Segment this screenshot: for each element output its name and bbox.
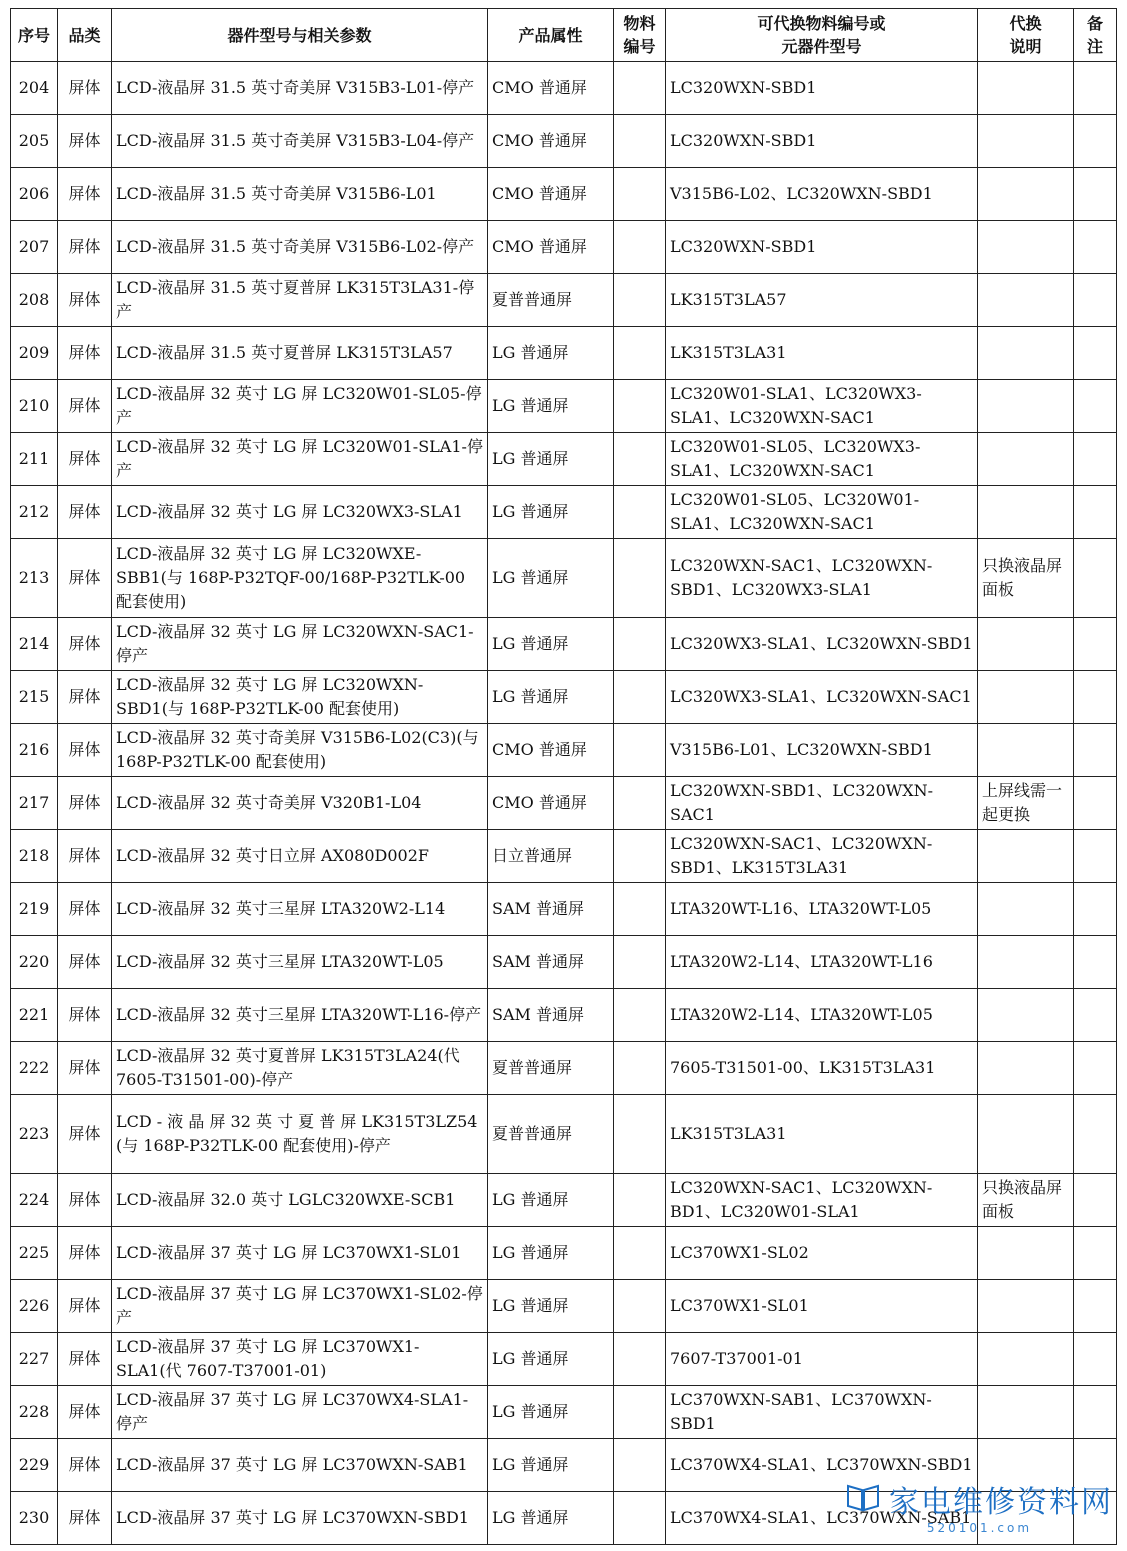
book-icon: [846, 1482, 880, 1516]
cell-replacement: LC320WXN-SAC1、LC320WXN-SBD1、LK315T3LA31: [666, 830, 978, 883]
cell-model: LCD-液晶屏 32 英寸奇美屏 V320B1-L04: [112, 777, 488, 830]
cell-material-no: [614, 1042, 666, 1095]
cell-replacement: LC370WX1-SL02: [666, 1227, 978, 1280]
table-row: [11, 1095, 1117, 1174]
cell-model: LCD-液晶屏 37 英寸 LG 屏 LC370WX1-SL01: [112, 1227, 488, 1280]
cell-category: 屏体: [58, 221, 112, 274]
cell-index: 219: [11, 883, 58, 936]
table-row: [11, 883, 1117, 936]
cell-model: LCD-液晶屏 32 英寸三星屏 LTA320W2-L14: [112, 883, 488, 936]
cell-category: 屏体: [58, 1280, 112, 1333]
table-body: [11, 62, 1117, 1545]
cell-remark: [1074, 830, 1117, 883]
cell-category: 屏体: [58, 1042, 112, 1095]
cell-index: 214: [11, 618, 58, 671]
cell-replace-note: [978, 62, 1074, 115]
cell-remark: [1074, 724, 1117, 777]
header-material-no: [614, 9, 666, 62]
cell-category: 屏体: [58, 777, 112, 830]
cell-category: 屏体: [58, 486, 112, 539]
header-remark-line2: 注: [1086, 37, 1103, 56]
cell-replacement: LK315T3LA31: [666, 327, 978, 380]
cell-attribute: CMO 普通屏: [488, 221, 614, 274]
cell-material-no: [614, 1386, 666, 1439]
cell-material-no: [614, 539, 666, 618]
cell-category: 屏体: [58, 433, 112, 486]
header-replace-note-line1: 代换: [1009, 14, 1042, 33]
watermark-url: 520101.com: [926, 1521, 1033, 1535]
cell-replace-note: [978, 486, 1074, 539]
table-row: [11, 936, 1117, 989]
cell-remark: [1074, 936, 1117, 989]
cell-remark: [1074, 380, 1117, 433]
cell-model: LCD-液晶屏 37 英寸 LG 屏 LC370WX1-SLA1(代 7607-T37001-01): [112, 1333, 488, 1386]
cell-remark: [1074, 1095, 1117, 1174]
cell-replace-note: [978, 380, 1074, 433]
cell-attribute: CMO 普通屏: [488, 724, 614, 777]
cell-replacement: 7607-T37001-01: [666, 1333, 978, 1386]
cell-remark: [1074, 274, 1117, 327]
cell-replace-note: [978, 724, 1074, 777]
cell-model: LCD-液晶屏 32 英寸三星屏 LTA320WT-L16-停产: [112, 989, 488, 1042]
cell-index: 212: [11, 486, 58, 539]
cell-model: LCD-液晶屏 32 英寸三星屏 LTA320WT-L05: [112, 936, 488, 989]
cell-attribute: LG 普通屏: [488, 1227, 614, 1280]
cell-material-no: [614, 671, 666, 724]
cell-replace-note: [978, 327, 1074, 380]
cell-replacement: LC320WXN-SAC1、LC320WXN-BD1、LC320W01-SLA1: [666, 1174, 978, 1227]
cell-category: 屏体: [58, 327, 112, 380]
cell-attribute: LG 普通屏: [488, 327, 614, 380]
cell-model: LCD-液晶屏 31.5 英寸奇美屏 V315B3-L01-停产: [112, 62, 488, 115]
cell-replacement: LK315T3LA31: [666, 1095, 978, 1174]
cell-index: 224: [11, 1174, 58, 1227]
cell-category: 屏体: [58, 883, 112, 936]
header-replacement-line2: 元器件型号: [781, 37, 862, 56]
cell-replacement: LTA320W2-L14、LTA320WT-L05: [666, 989, 978, 1042]
cell-category: 屏体: [58, 1439, 112, 1492]
cell-material-no: [614, 168, 666, 221]
cell-attribute: CMO 普通屏: [488, 777, 614, 830]
cell-material-no: [614, 1492, 666, 1545]
cell-material-no: [614, 1333, 666, 1386]
cell-model: LCD-液晶屏 32 英寸 LG 屏 LC320WXN-SAC1-停产: [112, 618, 488, 671]
cell-replacement: LC320WXN-SBD1: [666, 115, 978, 168]
cell-attribute: CMO 普通屏: [488, 62, 614, 115]
cell-model: LCD-液晶屏 31.5 英寸夏普屏 LK315T3LA57: [112, 327, 488, 380]
table-row: [11, 433, 1117, 486]
header-attribute: 产品属性: [488, 9, 614, 62]
cell-model: LCD-液晶屏 32.0 英寸 LGLC320WXE-SCB1: [112, 1174, 488, 1227]
cell-replace-note: [978, 936, 1074, 989]
cell-index: 216: [11, 724, 58, 777]
cell-replacement: LTA320WT-L16、LTA320WT-L05: [666, 883, 978, 936]
cell-index: 215: [11, 671, 58, 724]
cell-replace-note: [978, 671, 1074, 724]
cell-index: 228: [11, 1386, 58, 1439]
cell-remark: [1074, 618, 1117, 671]
cell-index: 207: [11, 221, 58, 274]
cell-category: 屏体: [58, 1095, 112, 1174]
cell-remark: [1074, 62, 1117, 115]
cell-replace-note: [978, 1280, 1074, 1333]
cell-replace-note: [978, 618, 1074, 671]
cell-replacement: LC320W01-SL05、LC320W01-SLA1、LC320WXN-SAC1: [666, 486, 978, 539]
cell-model: LCD-液晶屏 31.5 英寸奇美屏 V315B6-L01: [112, 168, 488, 221]
cell-replace-note: [978, 883, 1074, 936]
cell-index: 223: [11, 1095, 58, 1174]
cell-material-no: [614, 327, 666, 380]
cell-remark: [1074, 1227, 1117, 1280]
cell-index: 220: [11, 936, 58, 989]
cell-attribute: 夏普普通屏: [488, 1042, 614, 1095]
cell-remark: [1074, 989, 1117, 1042]
header-material-no-line1: 物料: [623, 14, 656, 33]
cell-attribute: LG 普通屏: [488, 1386, 614, 1439]
cell-replacement: 7605-T31501-00、LK315T3LA31: [666, 1042, 978, 1095]
header-remark: [1074, 9, 1117, 62]
cell-category: 屏体: [58, 115, 112, 168]
cell-category: 屏体: [58, 1386, 112, 1439]
cell-attribute: LG 普通屏: [488, 1439, 614, 1492]
cell-index: 230: [11, 1492, 58, 1545]
header-remark-line1: 备: [1086, 14, 1103, 33]
cell-replace-note: [978, 1333, 1074, 1386]
table-header-row: [11, 9, 1117, 62]
cell-material-no: [614, 486, 666, 539]
cell-replacement: V315B6-L02、LC320WXN-SBD1: [666, 168, 978, 221]
cell-attribute: LG 普通屏: [488, 618, 614, 671]
cell-material-no: [614, 274, 666, 327]
table-row: [11, 62, 1117, 115]
cell-material-no: [614, 380, 666, 433]
cell-attribute: LG 普通屏: [488, 671, 614, 724]
table-row: [11, 1280, 1117, 1333]
cell-replacement: LC320WXN-SBD1: [666, 62, 978, 115]
cell-material-no: [614, 115, 666, 168]
header-material-no-line2: 编号: [623, 37, 656, 56]
table-row: [11, 274, 1117, 327]
cell-remark: [1074, 777, 1117, 830]
cell-replacement: LC370WX1-SL01: [666, 1280, 978, 1333]
cell-replacement: LC320WXN-SBD1、LC320WXN-SAC1: [666, 777, 978, 830]
table-row: [11, 221, 1117, 274]
table-row: [11, 115, 1117, 168]
cell-model: LCD-液晶屏 32 英寸 LG 屏 LC320WXE-SBB1(与 168P-P32TQF-00/168P-P32TLK-00 配套使用): [112, 539, 488, 618]
cell-model: LCD-液晶屏 31.5 英寸奇美屏 V315B6-L02-停产: [112, 221, 488, 274]
cell-index: 211: [11, 433, 58, 486]
cell-replacement: LC370WXN-SAB1、LC370WXN-SBD1: [666, 1386, 978, 1439]
cell-remark: [1074, 433, 1117, 486]
cell-replace-note: 只换液晶屏面板: [978, 1174, 1074, 1227]
header-replacement-line1: 可代换物料编号或: [757, 14, 886, 33]
cell-attribute: SAM 普通屏: [488, 936, 614, 989]
cell-category: 屏体: [58, 830, 112, 883]
cell-remark: [1074, 327, 1117, 380]
cell-category: 屏体: [58, 168, 112, 221]
cell-material-no: [614, 777, 666, 830]
cell-attribute: CMO 普通屏: [488, 168, 614, 221]
cell-material-no: [614, 1095, 666, 1174]
cell-attribute: 日立普通屏: [488, 830, 614, 883]
cell-index: 225: [11, 1227, 58, 1280]
table-row: [11, 989, 1117, 1042]
cell-category: 屏体: [58, 539, 112, 618]
cell-material-no: [614, 989, 666, 1042]
cell-material-no: [614, 830, 666, 883]
cell-category: 屏体: [58, 724, 112, 777]
cell-remark: [1074, 168, 1117, 221]
cell-index: 218: [11, 830, 58, 883]
cell-replacement: LC370WX4-SLA1、LC370WXN-SBD1: [666, 1439, 978, 1492]
cell-replace-note: [978, 1227, 1074, 1280]
cell-material-no: [614, 1227, 666, 1280]
cell-model: LCD-液晶屏 37 英寸 LG 屏 LC370WX1-SL02-停产: [112, 1280, 488, 1333]
cell-model: LCD-液晶屏 32 英寸日立屏 AX080D002F: [112, 830, 488, 883]
cell-category: 屏体: [58, 618, 112, 671]
cell-attribute: 夏普普通屏: [488, 274, 614, 327]
cell-model: LCD-液晶屏 37 英寸 LG 屏 LC370WXN-SBD1: [112, 1492, 488, 1545]
cell-index: 229: [11, 1439, 58, 1492]
watermark: [846, 1477, 1113, 1535]
cell-attribute: SAM 普通屏: [488, 883, 614, 936]
cell-attribute: LG 普通屏: [488, 380, 614, 433]
cell-replace-note: [978, 433, 1074, 486]
cell-replace-note: [978, 274, 1074, 327]
table-row: [11, 1386, 1117, 1439]
cell-replacement: LC320WX3-SLA1、LC320WXN-SAC1: [666, 671, 978, 724]
cell-category: 屏体: [58, 1174, 112, 1227]
cell-replacement: LK315T3LA57: [666, 274, 978, 327]
table-row: [11, 618, 1117, 671]
table-row: [11, 830, 1117, 883]
cell-model: LCD-液晶屏 37 英寸 LG 屏 LC370WX4-SLA1-停产: [112, 1386, 488, 1439]
cell-model: LCD-液晶屏 32 英寸奇美屏 V315B6-L02(C3)(与 168P-P32TLK-00 配套使用): [112, 724, 488, 777]
cell-index: 205: [11, 115, 58, 168]
cell-model: LCD-液晶屏 32 英寸 LG 屏 LC320WX3-SLA1: [112, 486, 488, 539]
cell-attribute: LG 普通屏: [488, 433, 614, 486]
header-category: 品类: [58, 9, 112, 62]
parts-table: [10, 8, 1117, 1545]
cell-replacement: LC320WX3-SLA1、LC320WXN-SBD1: [666, 618, 978, 671]
cell-index: 217: [11, 777, 58, 830]
table-row: [11, 327, 1117, 380]
cell-material-no: [614, 1439, 666, 1492]
cell-index: 208: [11, 274, 58, 327]
table-row: [11, 1227, 1117, 1280]
cell-material-no: [614, 724, 666, 777]
cell-remark: [1074, 1042, 1117, 1095]
cell-material-no: [614, 1174, 666, 1227]
cell-replace-note: [978, 168, 1074, 221]
cell-index: 204: [11, 62, 58, 115]
cell-category: 屏体: [58, 274, 112, 327]
cell-category: 屏体: [58, 1492, 112, 1545]
cell-category: 屏体: [58, 1333, 112, 1386]
cell-replacement: V315B6-L01、LC320WXN-SBD1: [666, 724, 978, 777]
cell-model: LCD-液晶屏 32 英寸 LG 屏 LC320W01-SLA1-停产: [112, 433, 488, 486]
cell-replacement: LC320WXN-SBD1: [666, 221, 978, 274]
cell-remark: [1074, 1386, 1117, 1439]
cell-attribute: LG 普通屏: [488, 486, 614, 539]
cell-replace-note: [978, 1095, 1074, 1174]
cell-material-no: [614, 1280, 666, 1333]
cell-category: 屏体: [58, 62, 112, 115]
cell-remark: [1074, 1280, 1117, 1333]
cell-model: LCD-液晶屏 37 英寸 LG 屏 LC370WXN-SAB1: [112, 1439, 488, 1492]
cell-material-no: [614, 433, 666, 486]
cell-model: LCD-液晶屏 32 英寸夏普屏 LK315T3LA24(代 7605-T31501-00)-停产: [112, 1042, 488, 1095]
cell-replace-note: [978, 1042, 1074, 1095]
table-row: [11, 671, 1117, 724]
cell-index: 221: [11, 989, 58, 1042]
cell-model: LCD-液晶屏 32 英寸 LG 屏 LC320W01-SL05-停产: [112, 380, 488, 433]
cell-attribute: SAM 普通屏: [488, 989, 614, 1042]
header-replace-note-line2: 说明: [1009, 37, 1042, 56]
cell-attribute: CMO 普通屏: [488, 115, 614, 168]
cell-remark: [1074, 486, 1117, 539]
cell-replacement: LC320W01-SLA1、LC320WX3-SLA1、LC320WXN-SAC1: [666, 380, 978, 433]
cell-index: 206: [11, 168, 58, 221]
cell-remark: [1074, 671, 1117, 724]
cell-replacement: LC320WXN-SAC1、LC320WXN-SBD1、LC320WX3-SLA1: [666, 539, 978, 618]
cell-attribute: LG 普通屏: [488, 1280, 614, 1333]
cell-replacement: LTA320W2-L14、LTA320WT-L16: [666, 936, 978, 989]
cell-replace-note: [978, 830, 1074, 883]
cell-replacement: LC370WX4-SLA1、LC370WXN-SAB1: [666, 1492, 978, 1545]
cell-category: 屏体: [58, 671, 112, 724]
cell-category: 屏体: [58, 1227, 112, 1280]
cell-attribute: LG 普通屏: [488, 1333, 614, 1386]
table-row: [11, 724, 1117, 777]
cell-index: 227: [11, 1333, 58, 1386]
cell-attribute: LG 普通屏: [488, 1492, 614, 1545]
cell-material-no: [614, 883, 666, 936]
cell-category: 屏体: [58, 936, 112, 989]
cell-category: 屏体: [58, 989, 112, 1042]
header-replacement: [666, 9, 978, 62]
cell-material-no: [614, 618, 666, 671]
cell-attribute: 夏普普通屏: [488, 1095, 614, 1174]
header-model: 器件型号与相关参数: [112, 9, 488, 62]
cell-index: 226: [11, 1280, 58, 1333]
table-row: [11, 1174, 1117, 1227]
cell-model: LCD-液晶屏 31.5 英寸夏普屏 LK315T3LA31-停产: [112, 274, 488, 327]
cell-remark: [1074, 1333, 1117, 1386]
watermark-text: 家电维修资料网: [889, 1485, 1113, 1520]
table-row: [11, 1333, 1117, 1386]
cell-attribute: LG 普通屏: [488, 1174, 614, 1227]
cell-remark: [1074, 1174, 1117, 1227]
cell-remark: [1074, 221, 1117, 274]
cell-remark: [1074, 115, 1117, 168]
cell-model: LCD-液晶屏 32 英寸 LG 屏 LC320WXN-SBD1(与 168P-P32TLK-00 配套使用): [112, 671, 488, 724]
table-row: [11, 168, 1117, 221]
cell-material-no: [614, 62, 666, 115]
cell-model: LCD-液晶屏 31.5 英寸奇美屏 V315B3-L04-停产: [112, 115, 488, 168]
cell-replace-note: 只换液晶屏面板: [978, 539, 1074, 618]
cell-remark: [1074, 883, 1117, 936]
cell-replacement: LC320W01-SL05、LC320WX3-SLA1、LC320WXN-SAC1: [666, 433, 978, 486]
cell-model: LCD - 液 晶 屏 32 英 寸 夏 普 屏 LK315T3LZ54 (与 168P-P32TLK-00 配套使用)-停产: [112, 1095, 488, 1174]
cell-material-no: [614, 221, 666, 274]
cell-index: 213: [11, 539, 58, 618]
cell-replace-note: [978, 1386, 1074, 1439]
header-replace-note: [978, 9, 1074, 62]
cell-remark: [1074, 539, 1117, 618]
cell-category: 屏体: [58, 380, 112, 433]
table-row: [11, 380, 1117, 433]
cell-replace-note: [978, 115, 1074, 168]
cell-index: 210: [11, 380, 58, 433]
cell-index: 209: [11, 327, 58, 380]
table-row: [11, 539, 1117, 618]
cell-replace-note: [978, 221, 1074, 274]
cell-replace-note: 上屏线需一起更换: [978, 777, 1074, 830]
cell-replace-note: [978, 989, 1074, 1042]
table-row: [11, 777, 1117, 830]
cell-material-no: [614, 936, 666, 989]
table-row: [11, 1042, 1117, 1095]
table-row: [11, 486, 1117, 539]
header-index: 序号: [11, 9, 58, 62]
cell-attribute: LG 普通屏: [488, 539, 614, 618]
cell-index: 222: [11, 1042, 58, 1095]
